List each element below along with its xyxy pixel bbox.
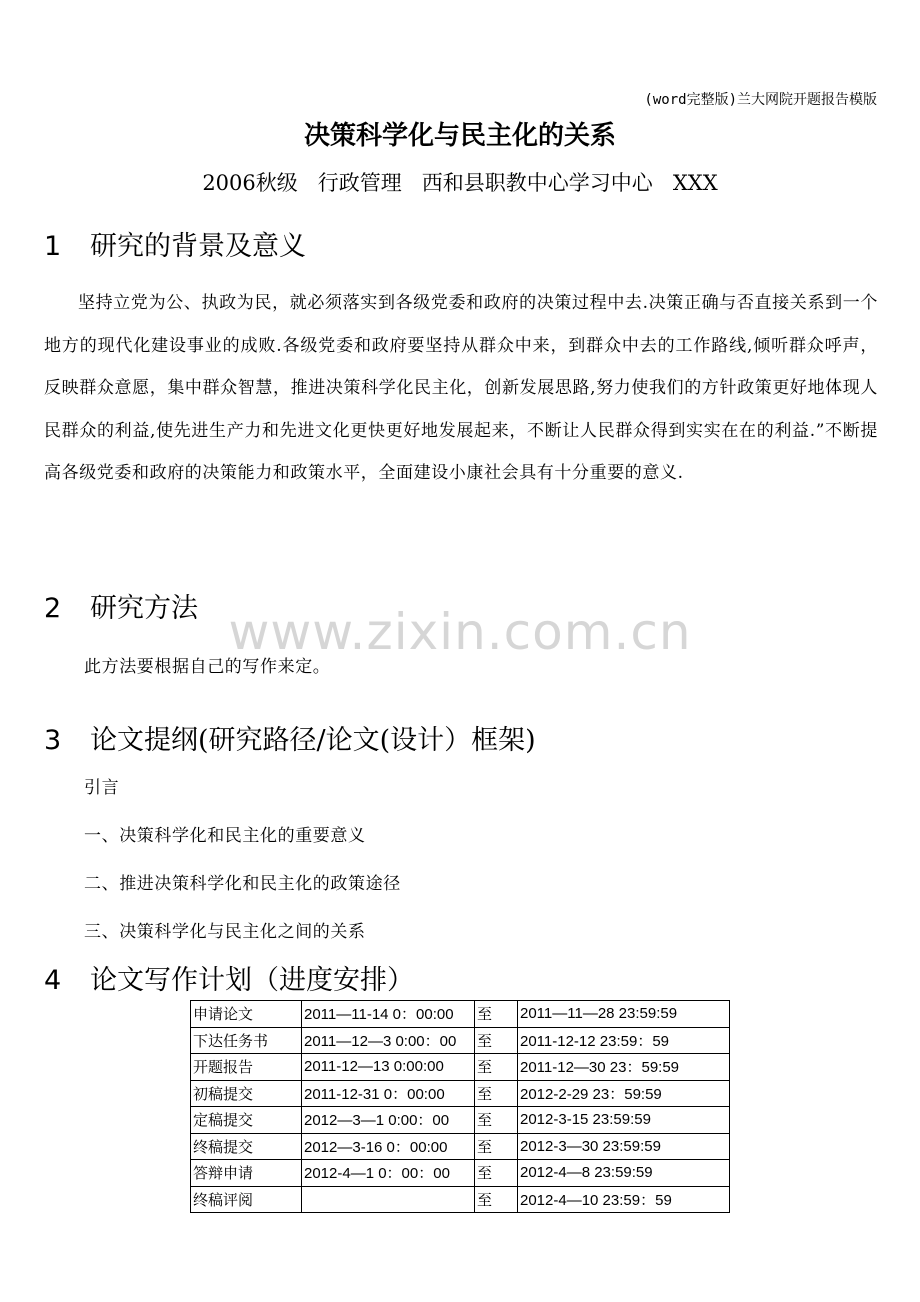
document-subtitle: 2006秋级 行政管理 西和县职教中心学习中心 XXX [202,171,718,195]
section-heading-1 [44,224,306,263]
to-label: 至 [475,1107,518,1134]
watermark: www.zixin.com.cn [228,603,692,661]
start-time: 2011-12—13 0:00:00 [302,1054,475,1081]
section-number: 2 [44,593,62,624]
to-label: 至 [475,1054,518,1081]
stage-name: 终稿提交 [191,1133,302,1160]
section-heading-4 [44,958,414,997]
stage-name: 申请论文 [191,1001,302,1028]
end-time: 2012-4—10 23:59：59 [518,1186,730,1213]
section-title: 论文提纲(研究路径/论文(设计）框架) [90,725,536,756]
table-row [191,1001,730,1028]
to-label: 至 [475,1080,518,1107]
start-time: 2011—11-14 0：00:00 [302,1001,475,1028]
schedule-table [190,1000,730,1213]
section-2-text: 此方法要根据自己的写作来定。 [84,657,331,677]
outline-item: 一、决策科学化和民主化的重要意义 [84,826,366,846]
section-number: 3 [44,725,62,756]
end-time: 2011—11—28 23:59:59 [518,1001,730,1028]
to-label: 至 [475,1027,518,1054]
section-title: 研究方法 [90,593,198,624]
start-time: 2011-12-31 0：00:00 [302,1080,475,1107]
start-time: 2012—3—1 0:00：00 [302,1107,475,1134]
stage-name: 初稿提交 [191,1080,302,1107]
table-row [191,1160,730,1187]
start-time: 2011—12—3 0:00：00 [302,1027,475,1054]
stage-name: 定稿提交 [191,1107,302,1134]
end-time: 2012-2-29 23：59:59 [518,1080,730,1107]
to-label: 至 [475,1001,518,1028]
table-row [191,1027,730,1054]
table-row [191,1186,730,1213]
end-time: 2011-12-12 23:59：59 [518,1027,730,1054]
table-row [191,1054,730,1081]
to-label: 至 [475,1133,518,1160]
table-row [191,1133,730,1160]
end-time: 2012-3-15 23:59:59 [518,1107,730,1134]
stage-name: 答辩申请 [191,1160,302,1187]
section-number: 1 [44,231,62,262]
start-time: 2012—3-16 0：00:00 [302,1133,475,1160]
end-time: 2012-3—30 23:59:59 [518,1133,730,1160]
section-1-paragraph: 坚持立党为公、执政为民，就必须落实到各级党委和政府的决策过程中去.决策正确与否直接关系到一个地方的现代化建设事业的成败.各级党委和政府要坚持从群众中来，到群众中去的工作路线,倾听群众呼声，反映群众意愿，集中群众智慧，推进决策科学化民主化，创新发展思路,努力使我们的方针政策更好地体现人民群众的利益,使先进生产力和先进文化更快更好地发展起来，不断让人民群众得到实实在在的利益.”不断提高各级党委和政府的决策能力和政策水平，全面建设小康社会具有十分重要的意义. [44,293,878,483]
end-time: 2011-12—30 23：59:59 [518,1054,730,1081]
table-row [191,1107,730,1134]
end-time: 2012-4—8 23:59:59 [518,1160,730,1187]
to-label: 至 [475,1186,518,1213]
section-title: 论文写作计划（进度安排） [90,965,414,996]
document-title: 决策科学化与民主化的关系 [303,121,616,151]
section-heading-3 [44,718,536,757]
start-time [302,1186,475,1213]
outline-item: 三、决策科学化与民主化之间的关系 [84,922,366,942]
start-time: 2012-4—1 0：00：00 [302,1160,475,1187]
stage-name: 开题报告 [191,1054,302,1081]
section-number: 4 [44,965,62,996]
to-label: 至 [475,1160,518,1187]
stage-name: 下达任务书 [191,1027,302,1054]
stage-name: 终稿评阅 [191,1186,302,1213]
outline-item: 二、推进决策科学化和民主化的政策途径 [84,874,401,894]
outline-item: 引言 [84,778,120,798]
header-note: (word完整版)兰大网院开题报告模版 [644,92,877,108]
section-title: 研究的背景及意义 [90,231,306,262]
table-row [191,1080,730,1107]
